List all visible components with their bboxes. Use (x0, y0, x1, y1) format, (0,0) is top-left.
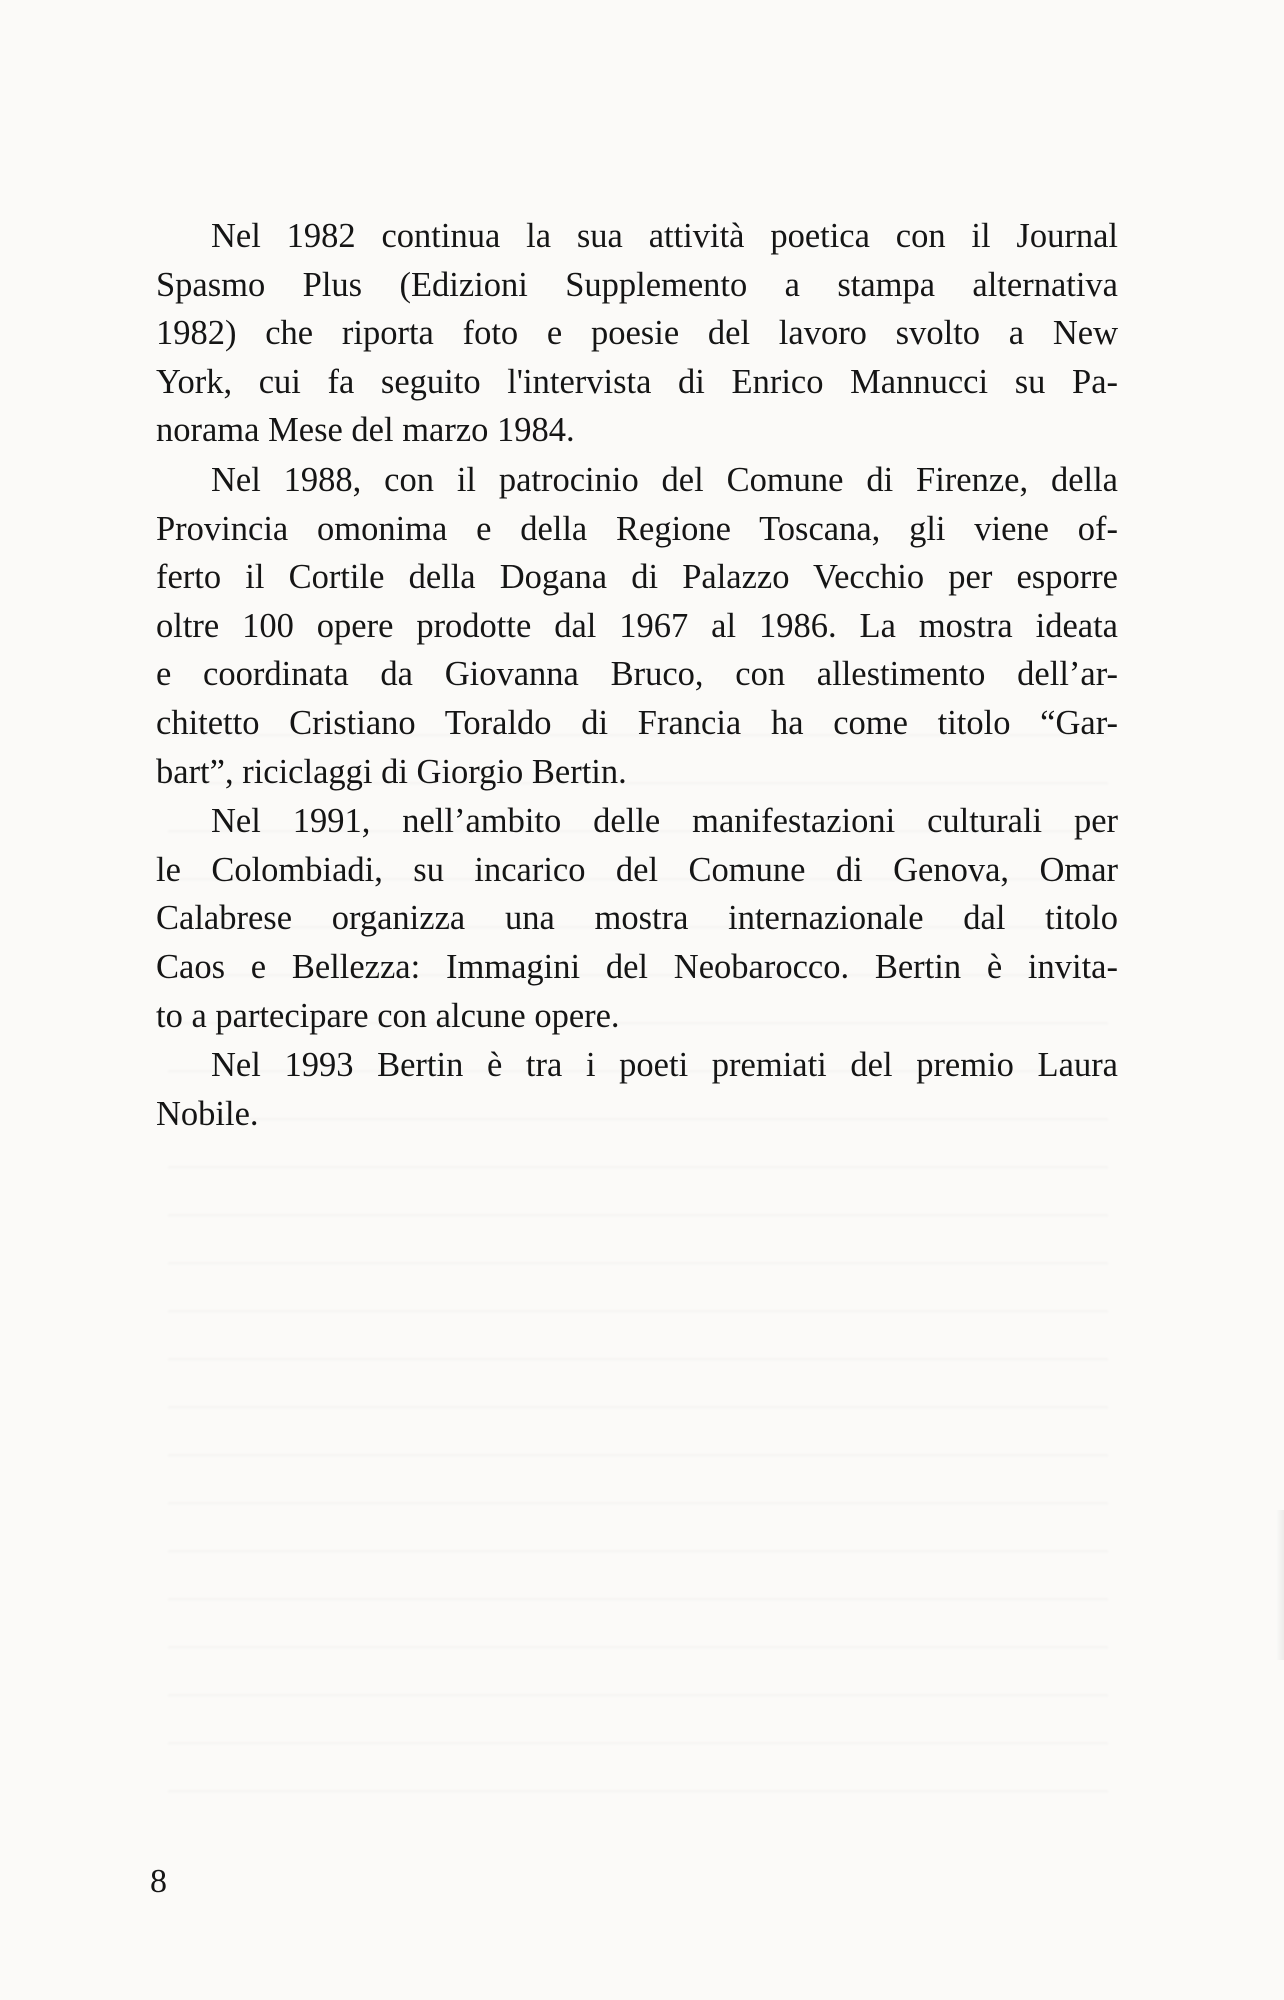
text-line: Nel 1982 continua la sua attività poetica con il Journal (211, 217, 1118, 255)
text-line: le Colombiadi, su incarico del Comune di Genova, Omar (156, 850, 1118, 889)
main-text (156, 212, 1118, 1139)
text-line: Nel 1993 Bertin è tra i poeti premiati del premio Laura (211, 1046, 1118, 1085)
paragraph-1988 (156, 456, 1118, 796)
paragraph-1991 (156, 797, 1118, 1040)
text-line: norama Mese del marzo 1984. (156, 411, 575, 450)
page-edge-shadow (1276, 1510, 1284, 1660)
text-line: Caos e Bellezza: Immagini del Neobarocco. Bertin è invita- (156, 947, 1118, 986)
text-line: e coordinata da Giovanna Bruco, con allestimento dell’ar- (156, 655, 1118, 694)
text-line: chitetto Cristiano Toraldo di Francia ha come titolo “Gar- (156, 703, 1118, 742)
text-line: bart”, riciclaggi di Giorgio Bertin. (156, 752, 627, 791)
paragraph-1993 (156, 1041, 1118, 1138)
paragraph-1982 (156, 212, 1118, 455)
text-line: Nel 1991, nell’ambito delle manifestazioni culturali per (211, 802, 1118, 841)
text-line: Nel 1988, con il patrocinio del Comune di Firenze, della (211, 460, 1118, 499)
text-line: Nobile. (156, 1094, 259, 1133)
page-number: 8 (150, 1863, 167, 1900)
text-line: to a partecipare con alcune opere. (156, 996, 620, 1035)
text-line: Spasmo Plus (Edizioni Supplemento a stampa alternativa (156, 265, 1118, 304)
text-line: Calabrese organizza una mostra internazionale dal titolo (156, 899, 1118, 938)
text-line: Provincia omonima e della Regione Toscana, gli viene of- (156, 509, 1118, 548)
text-line: York, cui fa seguito l'intervista di Enrico Mannucci su Pa- (156, 362, 1118, 401)
text-line: ferto il Cortile della Dogana di Palazzo Vecchio per esporre (156, 558, 1118, 597)
text-line: oltre 100 opere prodotte dal 1967 al 1986. La mostra ideata (156, 606, 1118, 645)
text-line: 1982) che riporta foto e poesie del lavoro svolto a New (156, 314, 1118, 353)
